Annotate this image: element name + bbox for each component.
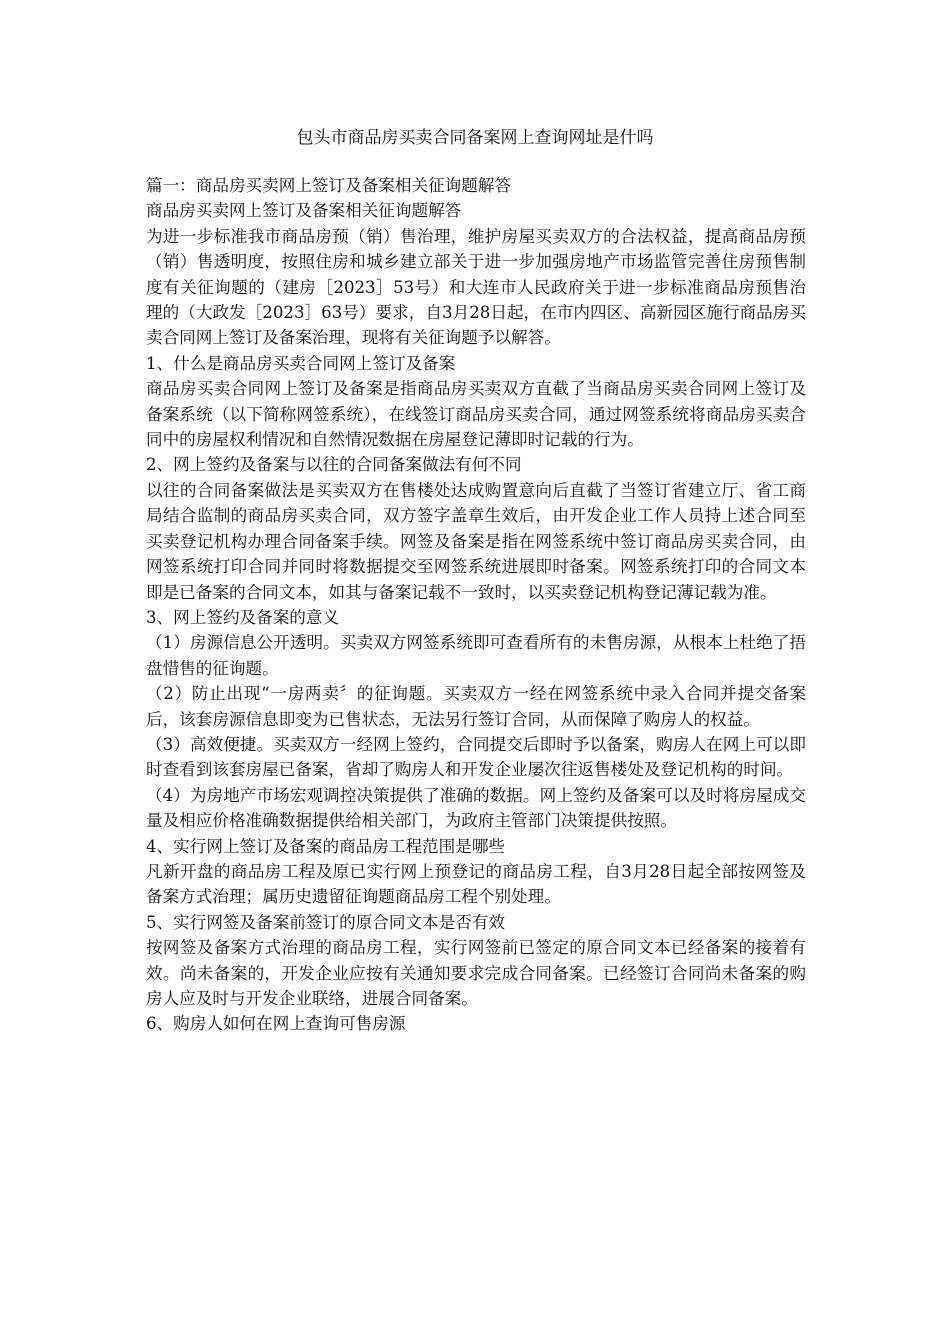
section-heading: 篇一：商品房买卖网上签订及备案相关征询题解答 (146, 176, 512, 195)
subheading: 商品房买卖网上签订及备案相关征询题解答 (146, 201, 462, 221)
list-item: （2）防止出现“一房两卖〞的征询题。买卖双方一经在网签系统中录入合同并提交备案后，该套房源信息即变为已售状态，无法另行签订合同，从而保障了购房人的权益。 (146, 684, 806, 729)
question-heading: 6、购房人如何在网上查询可售房源 (146, 1014, 406, 1034)
body-paragraph: 为进一步标准我市商品房预（销）售治理，维护房屋买卖双方的合法权益，提高商品房预（销）售透明度，按照住房和城乡建立部关于进一步加强房地产市场监管完善住房预售制度有关征询题的（建房［2023］53号）和大连市人民政府关于进一步标准商品房预售治理的（大政发［2023］63号）要求，自3月28日起，在市内四区、高新园区施行商品房买卖合同网上签订及备案治理，现将有关征询题予以解答。 (146, 226, 806, 348)
question-heading: 5、实行网签及备案前签订的原合同文本是否有效 (146, 912, 506, 932)
body-paragraph: 商品房买卖合同网上签订及备案是指商品房买卖双方直截了当商品房买卖合同网上签订及备案系统（以下简称网签系统），在线签订商品房买卖合同，通过网签系统将商品房买卖合同中的房屋权利情况和自然情况数据在房屋登记薄即时记载的行为。 (146, 379, 806, 450)
list-item: （1）房源信息公开透明。买卖双方网签系统即可查看所有的未售房源，从根本上杜绝了捂盘惜售的征询题。 (146, 633, 806, 678)
question-heading: 1、什么是商品房买卖合同网上签订及备案 (146, 353, 456, 373)
body-paragraph: 凡新开盘的商品房工程及原已实行网上预登记的商品房工程，自3月28日起全部按网签及备案方式治理；属历史遗留征询题商品房工程个别处理。 (146, 861, 806, 907)
question-heading: 2、网上签约及备案与以往的合同备案做法有何不同 (146, 455, 522, 475)
body-paragraph: 以往的合同备案做法是买卖双方在售楼处达成购置意向后直截了当签订省建立厅、省工商局结合监制的商品房买卖合同，双方签字盖章生效后，由开发企业工作人员持上述合同至买卖登记机构办理合同备案手续。网签及备案是指在网签系统中签订商品房买卖合同，由网签系统打印合同并同时将数据提交至网签系统进展即时备案。网签系统打印的合同文本即是已备案的合同文本，如其与备案记载不一致时，以买卖登记机构登记薄记载为准。 (146, 480, 806, 602)
document-title: 包头市商品房买卖合同备案网上查询网址是什吗 (296, 128, 654, 148)
list-item: （3）高效便捷。买卖双方一经网上签约，合同提交后即时予以备案，购房人在网上可以即时查看到该套房屋已备案，省却了购房人和开发企业屡次往返售楼处及登记机构的时间。 (146, 734, 806, 780)
list-item: （4）为房地产市场宏观调控决策提供了准确的数据。网上签约及备案可以及时将房屋成交量及相应价格准确数据提供给相关部门，为政府主管部门决策提供按照。 (146, 785, 806, 831)
document-body (146, 173, 806, 1037)
body-paragraph: 按网签及备案方式治理的商品房工程，实行网签前已签定的原合同文本已经备案的接着有效。尚未备案的，开发企业应按有关通知要求完成合同备案。已经签订合同尚未备案的购房人应及时与开发企业联络，进展合同备案。 (146, 938, 806, 1008)
question-heading: 3、网上签约及备案的意义 (146, 607, 340, 627)
question-heading: 4、实行网上签订及备案的商品房工程范围是哪些 (146, 836, 506, 856)
